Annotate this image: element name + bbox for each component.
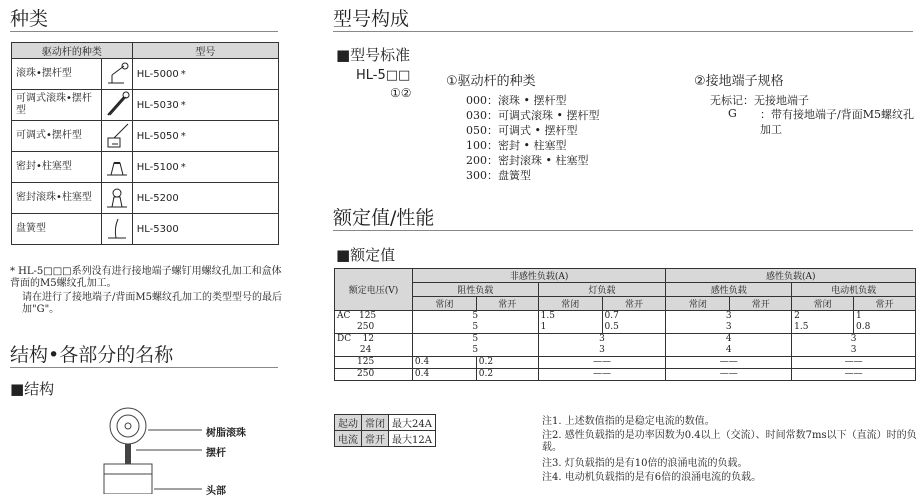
type-name: 可调式•摆杆型 bbox=[12, 121, 102, 152]
rated-lamp-nc: 1 bbox=[538, 322, 602, 334]
table-row bbox=[12, 90, 279, 121]
drive-item: 000：滚珠 • 摆杆型 bbox=[466, 94, 567, 107]
drive-item: 100：密封 • 柱塞型 bbox=[466, 139, 567, 152]
rated-motor-no: 1 bbox=[854, 311, 916, 323]
drive-item: 030：可调式滚珠 • 摆杆型 bbox=[466, 109, 600, 122]
drive-heading: ①驱动杆的种类 bbox=[446, 74, 536, 89]
roller-drawing bbox=[110, 408, 146, 444]
note-3: 注3. 灯负载指的是有10倍的浪涌电流的负载。 bbox=[542, 458, 748, 469]
type-name: 密封•柱塞型 bbox=[12, 152, 102, 183]
types-title: 种类 bbox=[10, 4, 278, 32]
rated-motor: 3 bbox=[792, 345, 916, 357]
roller-lever-icon bbox=[101, 59, 132, 90]
model-std-heading: ■型号标准 bbox=[336, 46, 411, 64]
rated-resistive: 5 bbox=[412, 311, 538, 323]
table-row bbox=[335, 322, 916, 334]
rated-inductive: 3 bbox=[666, 322, 792, 334]
rated-lamp-no: 0.7 bbox=[602, 311, 666, 323]
rated-motor-nc: 2 bbox=[792, 311, 854, 323]
head-drawing bbox=[104, 464, 152, 494]
model-title: 型号构成 bbox=[333, 4, 913, 32]
rated-lamp: 3 bbox=[538, 334, 666, 346]
ground-item-g-text: ：带有接地端子/背面M5螺纹孔加工 bbox=[760, 108, 914, 136]
start-label-1: 起动 bbox=[335, 415, 362, 431]
type-name: 可调式滚珠•摆杆型 bbox=[12, 90, 102, 121]
table-row bbox=[12, 152, 279, 183]
note-2: 注2. 感性负载指的是功率因数为0.4以上（交流）、时间常数7ms以下（直流）时的负载。 bbox=[542, 430, 917, 453]
rated-voltage: DC 12 bbox=[335, 334, 413, 346]
rating-title: 额定值/性能 bbox=[333, 203, 913, 231]
rated-resistive-no: 0.2 bbox=[476, 357, 538, 369]
rated-header-lamp: 灯负载 bbox=[538, 283, 666, 297]
rated-inductive: 3 bbox=[666, 311, 792, 323]
type-model: HL-5200 bbox=[132, 183, 278, 214]
rated-header-nc: 常闭 bbox=[792, 297, 854, 311]
rated-header-nc: 常闭 bbox=[538, 297, 602, 311]
rated-lamp: —— bbox=[538, 369, 666, 381]
rated-header-resistive: 阻性负载 bbox=[412, 283, 538, 297]
rated-header-motor: 电动机负载 bbox=[792, 283, 916, 297]
rated-header-no: 常开 bbox=[854, 297, 916, 311]
rated-header-voltage: 额定电压(V) bbox=[335, 269, 413, 311]
start-nc-label: 常闭 bbox=[362, 415, 389, 431]
label-lever: 摆杆 bbox=[206, 448, 226, 459]
model-code-circles: ①② bbox=[390, 86, 412, 100]
rated-resistive-nc: 0.4 bbox=[412, 369, 476, 381]
table-row bbox=[335, 311, 916, 323]
rated-header-nc: 常闭 bbox=[412, 297, 476, 311]
rated-voltage: AC 125 bbox=[335, 311, 413, 323]
rated-header-inductive-load: 感性负载 bbox=[666, 283, 792, 297]
drive-item: 300：盘簧型 bbox=[466, 169, 531, 182]
table-row bbox=[335, 357, 916, 369]
rated-lamp-no: 0.5 bbox=[602, 322, 666, 334]
sealed-plunger-icon bbox=[101, 152, 132, 183]
rated-resistive: 5 bbox=[412, 345, 538, 357]
types-header-model: 型号 bbox=[132, 43, 278, 59]
rated-resistive-no: 0.2 bbox=[476, 369, 538, 381]
ground-item-none: 无标记：无接地端子 bbox=[710, 94, 809, 107]
label-head: 头部 bbox=[206, 486, 226, 497]
type-name: 密封滚珠•柱塞型 bbox=[12, 183, 102, 214]
sealed-roller-plunger-icon bbox=[101, 183, 132, 214]
rated-inductive: —— bbox=[666, 357, 792, 369]
rated-voltage: 24 bbox=[335, 345, 413, 357]
table-row bbox=[12, 121, 279, 152]
table-row bbox=[12, 214, 279, 245]
adjustable-rod-lever-icon bbox=[101, 121, 132, 152]
type-name: 盘簧型 bbox=[12, 214, 102, 245]
rated-motor: 3 bbox=[792, 334, 916, 346]
ground-item-g-label: G bbox=[728, 107, 737, 120]
table-row bbox=[335, 369, 916, 381]
start-label-2: 电流 bbox=[335, 431, 362, 447]
rated-header-inductive: 感性负载(A) bbox=[666, 269, 916, 283]
type-name: 滚珠•摆杆型 bbox=[12, 59, 102, 90]
types-footnote-1: * HL-5□□□系列没有进行接地端子螺钉用螺纹孔加工和盒体背面的M5螺纹孔加工。 bbox=[10, 266, 282, 289]
rated-lamp: 3 bbox=[538, 345, 666, 357]
rated-motor-no: 0.8 bbox=[854, 322, 916, 334]
type-model: HL-5300 bbox=[132, 214, 278, 245]
rated-resistive: 5 bbox=[412, 322, 538, 334]
adjustable-roller-lever-icon bbox=[101, 90, 132, 121]
start-no-label: 常开 bbox=[362, 431, 389, 447]
structure-subtitle: ■结构 bbox=[10, 380, 55, 398]
types-footnote-2: 请在进行了接地端子/背面M5螺纹孔加工的类型型号的最后加"G"。 bbox=[22, 292, 282, 315]
rated-motor: —— bbox=[792, 357, 916, 369]
rated-inductive: 4 bbox=[666, 334, 792, 346]
rated-resistive-nc: 0.4 bbox=[412, 357, 476, 369]
rated-header-nc: 常闭 bbox=[666, 297, 730, 311]
rated-inductive: 4 bbox=[666, 345, 792, 357]
coil-spring-icon bbox=[101, 214, 132, 245]
rated-voltage: 125 bbox=[335, 357, 413, 369]
rated-header-no: 常开 bbox=[730, 297, 792, 311]
start-no-value: 最大12A bbox=[389, 431, 436, 447]
structure-diagram bbox=[90, 404, 270, 494]
rated-inductive: —— bbox=[666, 369, 792, 381]
table-row bbox=[12, 183, 279, 214]
rated-voltage: 250 bbox=[335, 322, 413, 334]
type-model: HL-5000 * bbox=[132, 59, 278, 90]
table-row bbox=[12, 59, 279, 90]
rated-motor: —— bbox=[792, 369, 916, 381]
table-row bbox=[335, 334, 916, 346]
rated-motor-nc: 1.5 bbox=[792, 322, 854, 334]
types-table bbox=[11, 42, 279, 245]
rated-header-no: 常开 bbox=[602, 297, 666, 311]
start-nc-value: 最大24A bbox=[389, 415, 436, 431]
rating-subtitle: ■额定值 bbox=[336, 246, 396, 264]
structure-title: 结构•各部分的名称 bbox=[10, 340, 278, 368]
table-row bbox=[335, 345, 916, 357]
type-model: HL-5050 * bbox=[132, 121, 278, 152]
rated-voltage: 250 bbox=[335, 369, 413, 381]
rated-header-non-inductive: 非感性负载(A) bbox=[412, 269, 666, 283]
rated-resistive: 5 bbox=[412, 334, 538, 346]
rated-lamp-nc: 1.5 bbox=[538, 311, 602, 323]
start-current-table bbox=[334, 414, 436, 447]
ground-heading: ②接地端子规格 bbox=[694, 74, 784, 89]
rated-lamp: —— bbox=[538, 357, 666, 369]
types-header-drive: 驱动杆的种类 bbox=[12, 43, 133, 59]
rated-header-no: 常开 bbox=[476, 297, 538, 311]
rated-table bbox=[334, 268, 916, 381]
note-4: 注4. 电动机负载指的是有6倍的浪涌电流的负载。 bbox=[542, 472, 762, 483]
drive-item: 050：可调式 • 摆杆型 bbox=[466, 124, 578, 137]
type-model: HL-5100 * bbox=[132, 152, 278, 183]
label-roller: 树脂滚珠 bbox=[206, 428, 246, 439]
type-model: HL-5030 * bbox=[132, 90, 278, 121]
drive-item: 200：密封滚珠 • 柱塞型 bbox=[466, 154, 589, 167]
model-code: HL-5□□ bbox=[356, 68, 411, 83]
note-1: 注1. 上述数值指的是稳定电流的数值。 bbox=[542, 416, 715, 427]
